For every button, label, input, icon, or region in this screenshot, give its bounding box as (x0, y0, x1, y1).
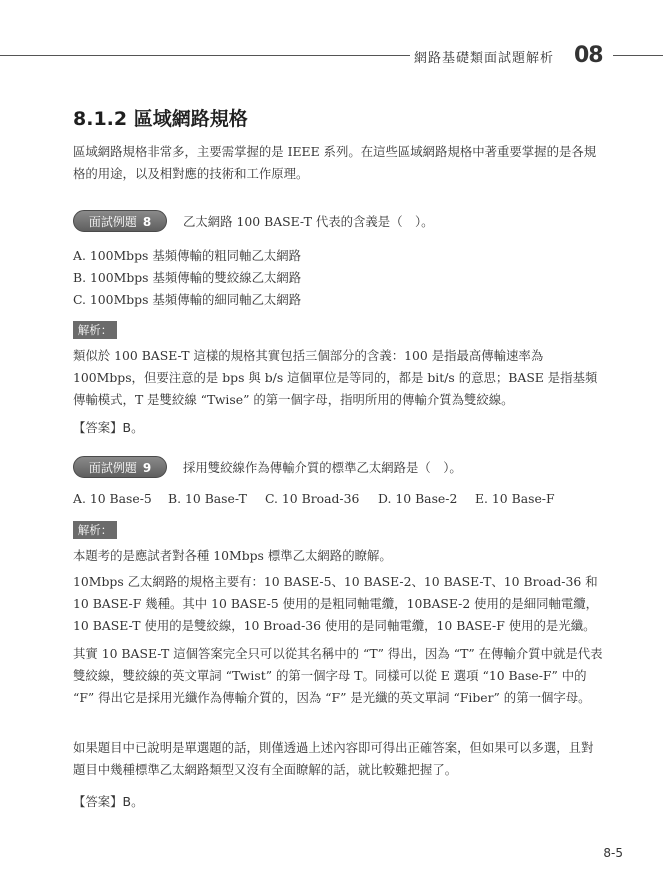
q8-option-a: A. 100Mbps 基頻傳輸的粗同軸乙太網路 (73, 248, 302, 263)
question-9-text: 採用雙絞線作為傳輸介質的標準乙太網路是（ ）。 (183, 460, 462, 475)
q9-option-b: B. 10 Base-T (168, 491, 247, 506)
q9-option-c: C. 10 Broad-36 (265, 491, 360, 506)
q9-analysis-p4: 如果題目中已說明是單選題的話，則僅透過上述內容即可得出正確答案，但如果可以多選，且對題目中幾種標準乙太網路類型又沒有全面瞭解的話，就比較難把握了。 (73, 740, 594, 777)
q9-option-a: A. 10 Base-5 (73, 491, 152, 506)
q9-analysis-tag: 解析： (73, 521, 117, 539)
section-intro: 區域網路規格非常多，主要需掌握的是 IEEE 系列。在這些區域網路規格中著重要掌握的是各規格的用途，以及相對應的技術和工作原理。 (73, 144, 597, 181)
question-9-badge (73, 456, 167, 478)
badge-number: 8 (142, 215, 152, 229)
q8-analysis: 類似於 100 BASE-T 這樣的規格其實包括三個部分的含義：100 是指最高傳輸速率為 100Mbps，但要注意的是 bps 與 b/s 這個單位是等同的，都是 bit/s 的意思；BASE 是指基頻傳輸模式，T 是雙絞線 “Twise” 的第一個字母，指明所用的傳輸介質為雙絞線。 (73, 348, 598, 407)
q9-options (73, 491, 603, 511)
header-rule-left (0, 55, 410, 56)
q9-option-e: E. 10 Base-F (475, 491, 555, 506)
q8-option-c: C. 100Mbps 基頻傳輸的細同軸乙太網路 (73, 292, 302, 307)
header-rule-right (613, 55, 663, 56)
question-9 (73, 456, 603, 480)
q9-analysis-p1: 本題考的是應試者對各種 10Mbps 標準乙太網路的瞭解。 (73, 548, 392, 563)
question-8-badge (73, 210, 167, 232)
badge-label: 面試例題 (88, 461, 137, 475)
running-title: 網路基礎類面試題解析 (414, 51, 555, 66)
q8-option-b: B. 100Mbps 基頻傳輸的雙絞線乙太網路 (73, 270, 302, 285)
badge-label: 面試例題 (88, 215, 137, 229)
question-8 (73, 210, 603, 234)
badge-number: 9 (142, 461, 152, 475)
running-header (0, 0, 663, 70)
q8-answer: 【答案】B。 (73, 420, 144, 435)
question-8-text: 乙太網路 100 BASE-T 代表的含義是（ ）。 (183, 214, 434, 229)
page-number: 8-5 (603, 846, 623, 860)
chapter-number: 08 (574, 43, 603, 68)
q9-analysis-p3: 其實 10 BASE-T 這個答案完全只可以從其名稱中的 “T” 得出，因為 “T” 在傳輸介質中就是代表雙絞線，雙絞線的英文單詞 “Twist” 的第一個字母 T。同樣可以從 E 選項 “10 Base-F” 中的 “F” 得出它是採用光纖作為傳輸介質的，因為 “F” 是光纖的英文單詞 “Fiber” 的第一個字母。 (73, 646, 603, 705)
q9-answer: 【答案】B。 (73, 794, 144, 809)
q8-analysis-tag: 解析： (73, 321, 117, 339)
q9-analysis-p2: 10Mbps 乙太網路的規格主要有：10 BASE-5、10 BASE-2、10 BASE-T、10 Broad-36 和 10 BASE-F 幾種。其中 10 BASE-5 使用的是粗同軸電纜，10BASE-2 使用的是細同軸電纜，10 BASE-T 使用的是雙絞線，10 Broad-36 使用的是同軸電纜，10 BASE-F 使用的是光纖。 (73, 574, 599, 633)
section-title: 8.1.2 區域網路規格 (73, 108, 248, 130)
q9-option-d: D. 10 Base-2 (378, 491, 458, 506)
